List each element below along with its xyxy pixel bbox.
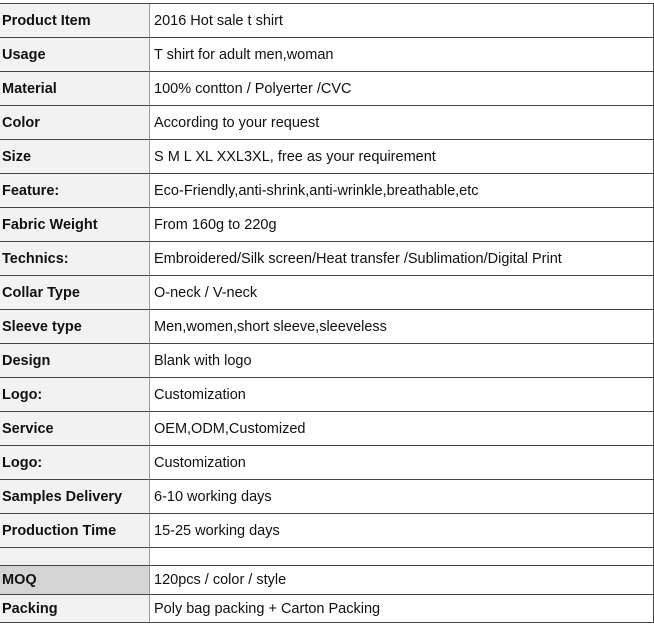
row-label: MOQ [0, 566, 150, 595]
row-value: OEM,ODM,Customized [150, 412, 654, 446]
row-value: 100% contton / Polyerter /CVC [150, 72, 654, 106]
row-label: Material [0, 72, 150, 106]
table-row [0, 595, 654, 623]
spacer-row [0, 548, 654, 566]
row-value: Poly bag packing + Carton Packing [150, 595, 654, 623]
row-value: Men,women,short sleeve,sleeveless [150, 310, 654, 344]
table-row [0, 446, 654, 480]
table-row [0, 344, 654, 378]
row-label: Design [0, 344, 150, 378]
table-row [0, 174, 654, 208]
table-row [0, 412, 654, 446]
row-value: Customization [150, 446, 654, 480]
row-label: Color [0, 106, 150, 140]
row-label: Logo: [0, 446, 150, 480]
table-row [0, 38, 654, 72]
row-label: Fabric Weight [0, 208, 150, 242]
row-label: Collar Type [0, 276, 150, 310]
row-value: 2016 Hot sale t shirt [150, 4, 654, 38]
row-value: Eco-Friendly,anti-shrink,anti-wrinkle,breathable,etc [150, 174, 654, 208]
row-label: Sleeve type [0, 310, 150, 344]
row-value: T shirt for adult men,woman [150, 38, 654, 72]
spacer-cell [0, 548, 150, 566]
table-row [0, 310, 654, 344]
row-label: Product Item [0, 4, 150, 38]
table-row [0, 140, 654, 174]
table-row [0, 480, 654, 514]
row-label: Production Time [0, 514, 150, 548]
table-row [0, 242, 654, 276]
row-label: Feature: [0, 174, 150, 208]
row-label: Technics: [0, 242, 150, 276]
row-value: 6-10 working days [150, 480, 654, 514]
row-value: According to your request [150, 106, 654, 140]
row-label: Usage [0, 38, 150, 72]
table-row [0, 378, 654, 412]
row-value: S M L XL XXL3XL, free as your requirement [150, 140, 654, 174]
row-label: Service [0, 412, 150, 446]
table-row [0, 514, 654, 548]
table-row [0, 566, 654, 595]
row-value: Blank with logo [150, 344, 654, 378]
spacer-cell [150, 548, 654, 566]
row-value: From 160g to 220g [150, 208, 654, 242]
row-label: Size [0, 140, 150, 174]
row-label: Logo: [0, 378, 150, 412]
table-row [0, 106, 654, 140]
table-row [0, 72, 654, 106]
row-label: Samples Delivery [0, 480, 150, 514]
row-value: Customization [150, 378, 654, 412]
table-row [0, 208, 654, 242]
row-label: Packing [0, 595, 150, 623]
row-value: Embroidered/Silk screen/Heat transfer /Sublimation/Digital Print [150, 242, 654, 276]
table-row [0, 4, 654, 38]
table-row [0, 276, 654, 310]
row-value: 15-25 working days [150, 514, 654, 548]
row-value: 120pcs / color / style [150, 566, 654, 595]
row-value: O-neck / V-neck [150, 276, 654, 310]
